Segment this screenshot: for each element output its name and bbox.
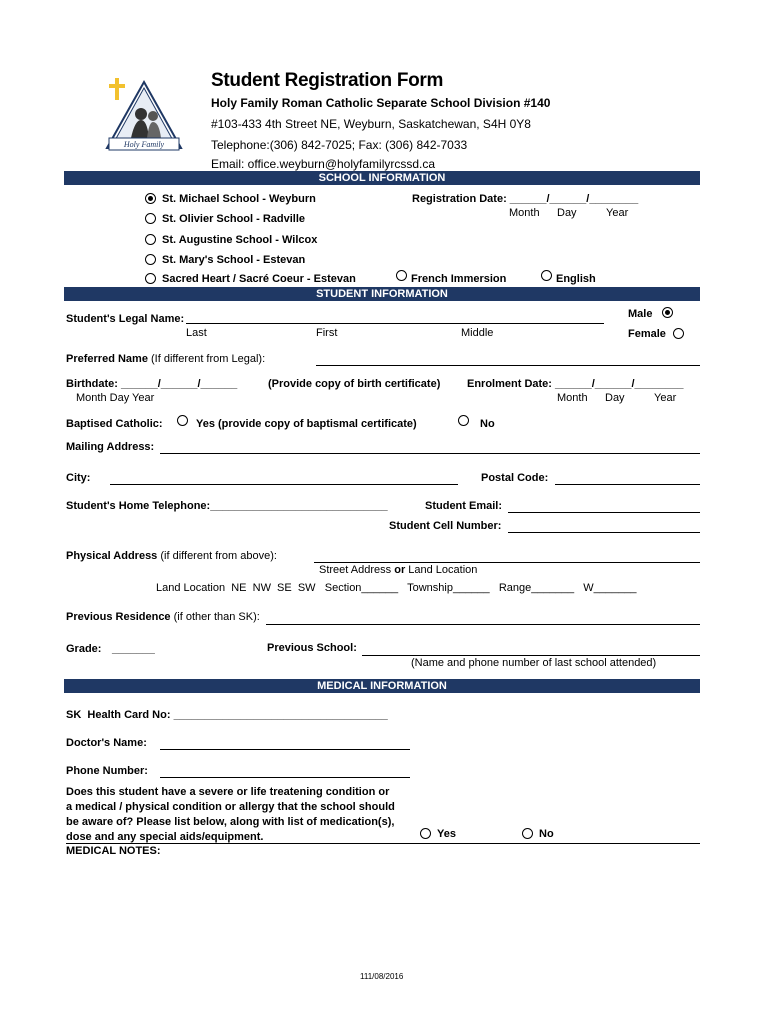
preferred-name-input[interactable] xyxy=(316,353,700,366)
cell-number-input[interactable] xyxy=(508,520,700,533)
division-address: #103-433 4th Street NE, Weyburn, Saskatchewan, S4H 0Y8 xyxy=(211,117,531,131)
physical-address-label xyxy=(66,550,277,562)
legal-name-middle-label: Middle xyxy=(461,327,494,339)
preferred-name-label xyxy=(66,353,265,365)
baptised-label: Baptised Catholic: xyxy=(66,418,163,430)
school-radio-sacred-heart[interactable] xyxy=(145,273,156,284)
previous-school-input[interactable] xyxy=(362,643,700,656)
birth-certificate-note: (Provide copy of birth certificate) xyxy=(268,378,441,390)
city-label: City: xyxy=(66,472,91,484)
division-name: Holy Family Roman Catholic Separate School Division #140 xyxy=(211,96,551,110)
postal-code-input[interactable] xyxy=(555,472,700,485)
street-or-land-label xyxy=(319,564,477,576)
student-email-label: Student Email: xyxy=(425,500,503,512)
street-address-text: Street Address xyxy=(319,564,395,576)
medical-yes-label: Yes xyxy=(437,828,456,840)
male-label: Male xyxy=(628,308,653,320)
school-radio-st-olivier[interactable] xyxy=(145,213,156,224)
previous-residence-label xyxy=(66,611,260,623)
medical-no-radio[interactable] xyxy=(522,828,533,839)
division-phone: Telephone:(306) 842-7025; Fax: (306) 842-7033 xyxy=(211,138,468,152)
birthdate-label: Birthdate: ______/______/______ xyxy=(66,378,238,390)
student-info-bar: STUDENT INFORMATION xyxy=(64,287,700,301)
previous-school-label: Previous School: xyxy=(267,642,357,654)
preferred-name-text: Preferred Name xyxy=(66,353,148,365)
school-info-bar: SCHOOL INFORMATION xyxy=(64,171,700,185)
registration-day-label: Day xyxy=(557,207,577,219)
french-immersion-radio[interactable] xyxy=(396,270,407,281)
physical-address-note: (if different from above): xyxy=(157,550,277,562)
phone-number-label: Phone Number: xyxy=(66,765,148,777)
female-radio[interactable] xyxy=(673,328,684,339)
birthdate-mdy-label: Month Day Year xyxy=(76,392,155,404)
grade-line[interactable]: _______ xyxy=(112,643,155,655)
school-radio-st-michael[interactable] xyxy=(145,193,156,204)
health-card-label: SK Health Card No: ___________________________________ xyxy=(66,709,388,721)
previous-school-note: (Name and phone number of last school attended) xyxy=(411,657,657,669)
doctor-name-label: Doctor's Name: xyxy=(66,737,147,749)
english-radio[interactable] xyxy=(541,270,552,281)
enrolment-month-label: Month xyxy=(557,392,588,404)
mailing-address-label: Mailing Address: xyxy=(66,441,155,453)
medical-question-line-2: a medical / physical condition or allergy that the school should xyxy=(66,801,395,813)
medical-question-line-1: Does this student have a severe or life treatening condition or xyxy=(66,786,390,798)
cell-number-label: Student Cell Number: xyxy=(389,520,502,532)
land-location-text: Land Location xyxy=(405,564,478,576)
logo-text: Holy Family xyxy=(123,140,165,149)
school-radio-st-augustine[interactable] xyxy=(145,234,156,245)
school-label-st-marys: St. Mary's School - Estevan xyxy=(162,254,306,266)
physical-address-text: Physical Address xyxy=(66,550,158,562)
home-telephone-label: Student's Home Telephone:_____________________________ xyxy=(66,500,388,512)
medical-divider xyxy=(66,843,700,844)
registration-month-label: Month xyxy=(509,207,540,219)
medical-question xyxy=(66,785,395,845)
previous-residence-text: Previous Residence xyxy=(66,611,171,623)
school-label-st-michael: St. Michael School - Weyburn xyxy=(162,193,316,205)
doctor-name-input[interactable] xyxy=(160,737,410,750)
enrolment-date-label: Enrolment Date: ______/______/________ xyxy=(467,378,684,390)
medical-question-line-4: dose and any special aids/equipment. xyxy=(66,831,264,843)
preferred-name-note: (If different from Legal): xyxy=(147,353,266,365)
grade-label: Grade: xyxy=(66,643,102,655)
holy-family-logo xyxy=(103,76,185,158)
registration-year-label: Year xyxy=(606,207,629,219)
phone-number-input[interactable] xyxy=(160,765,410,778)
baptised-no-label: No xyxy=(480,418,495,430)
mailing-address-input[interactable] xyxy=(160,441,700,454)
postal-code-label: Postal Code: xyxy=(481,472,549,484)
footer-code: 111/08/2016 xyxy=(360,972,404,981)
school-radio-st-marys[interactable] xyxy=(145,254,156,265)
english-label: English xyxy=(556,273,596,285)
registration-date-label: Registration Date: ______/______/________ xyxy=(412,193,639,205)
school-label-sacred-heart: Sacred Heart / Sacré Coeur - Estevan xyxy=(162,273,356,285)
male-radio[interactable] xyxy=(662,307,673,318)
baptised-no-radio[interactable] xyxy=(458,415,469,426)
street-or-text: or xyxy=(394,564,406,576)
page-title: Student Registration Form xyxy=(211,70,444,91)
physical-address-input[interactable] xyxy=(314,550,700,563)
medical-info-bar: MEDICAL INFORMATION xyxy=(64,679,700,693)
school-label-st-augustine: St. Augustine School - Wilcox xyxy=(162,234,318,246)
medical-notes-label: MEDICAL NOTES: xyxy=(66,845,161,857)
female-label: Female xyxy=(628,328,666,340)
medical-no-label: No xyxy=(539,828,554,840)
division-email: Email: office.weyburn@holyfamilyrcssd.ca xyxy=(211,157,436,171)
medical-question-line-3: be aware of? Please list below, along with list of medication(s), xyxy=(66,816,395,828)
medical-yes-radio[interactable] xyxy=(420,828,431,839)
legal-name-input[interactable] xyxy=(186,311,604,324)
medical-notes-input[interactable] xyxy=(66,862,704,956)
land-location-row: Land Location NE NW SE SW Section______ Township______ Range_______ W_______ xyxy=(156,582,637,594)
city-input[interactable] xyxy=(110,472,458,485)
student-email-input[interactable] xyxy=(508,500,700,513)
baptised-yes-radio[interactable] xyxy=(177,415,188,426)
legal-name-first-label: First xyxy=(316,327,338,339)
legal-name-label: Student's Legal Name: xyxy=(66,313,185,325)
french-immersion-label: French Immersion xyxy=(411,273,507,285)
previous-residence-note: (if other than SK): xyxy=(170,611,260,623)
previous-residence-input[interactable] xyxy=(266,612,700,625)
school-label-st-olivier: St. Olivier School - Radville xyxy=(162,213,306,225)
legal-name-last-label: Last xyxy=(186,327,207,339)
baptised-yes-label: Yes (provide copy of baptismal certificate) xyxy=(196,418,417,430)
enrolment-day-label: Day xyxy=(605,392,625,404)
enrolment-year-label: Year xyxy=(654,392,677,404)
